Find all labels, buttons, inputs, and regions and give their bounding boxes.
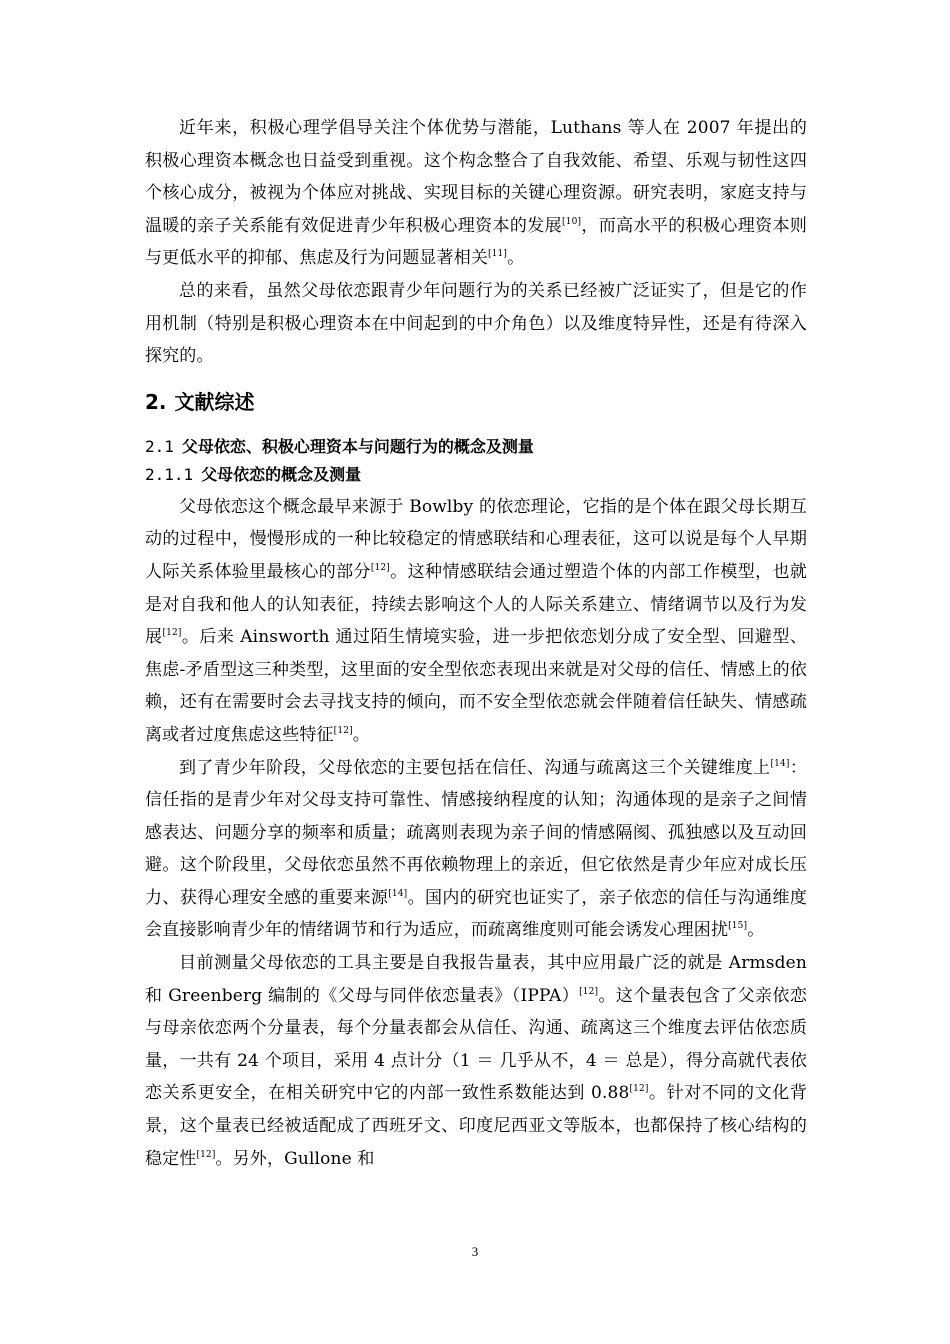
paragraph-text: 。这个量表包含了父亲依恋与母亲依恋两个分量表，每个分量表都会从信任、沟通、疏离这三个维度去评估依恋质量，一共有 24 个项目，采用 4 点计分（1 ＝ 几乎从不，4 ＝ 总是），得分高就代表依恋关系更安全，在相关研究中它的内部一致性系数能达到 0.88 (145, 985, 807, 1104)
section-title: 文献综述 (174, 389, 255, 414)
paragraph-text: 到了青少年阶段，父母依恋的主要包括在信任、沟通与疏离这三个关键维度上 (179, 757, 771, 778)
paragraph-text: 。针对不同的文化背景，这个量表已经被适配成了西班牙文、印度尼西亚文等版本，也都保持了核心结构的稳定性 (145, 1083, 807, 1169)
citation: [12] (629, 1084, 649, 1095)
intro-paragraphs (145, 112, 807, 373)
subsection-number: 2.1 (145, 436, 174, 456)
citation: [12] (333, 725, 353, 736)
paragraph-text: 。 (747, 920, 765, 941)
page-number: 3 (471, 1244, 479, 1259)
paragraph-text: 近年来，积极心理学倡导关注个体优势与潜能，Luthans 等人在 2007 年提出的积极心理资本概念也日益受到重视。这个构念整合了自我效能、希望、乐观与韧性这四个核心成分，被视为个体应对挑战、实现目标的关键心理资源。研究表明，家庭支持与温暖的亲子关系能有效促进青少年积极心理资本的发展 (145, 118, 807, 236)
citation: [10] (562, 216, 582, 227)
citation: [14] (388, 888, 408, 899)
section-heading (145, 387, 807, 417)
paragraph-text: 。国内的研究也证实了，亲子依恋的信任与沟通维度会直接影响青少年的情绪调节和行为适应，而疏离维度则可能会诱发心理困扰 (145, 887, 807, 941)
paragraph-text: 目前测量父母依恋的工具主要是自我报告量表，其中应用最广泛的就是 Armsden 和 Greenberg 编制的《父母与同伴依恋量表》（IPPA） (145, 953, 807, 1006)
citation: [15] (728, 921, 748, 932)
page-content (145, 112, 807, 1175)
paragraph-text: 。后来 Ainsworth 通过陌生情境实验，进一步把依恋划分成了安全型、回避型、焦虑-矛盾型这三种类型，这里面的安全型依恋表现出来就是对父母的信任、情感上的依赖，还有在需要时会去寻找支持的倾向，而不安全型依恋就会伴随着信任缺失、情感疏离或者过度焦虑这些特征 (145, 627, 807, 745)
body-paragraph (145, 491, 807, 752)
body-paragraph (145, 752, 807, 948)
subsubsection-heading (145, 461, 807, 489)
paragraph-text: 。 (507, 248, 525, 269)
subsubsection-number: 2.1.1 (145, 464, 194, 484)
paragraph-text: ，而高水平的积极心理资本则与更低水平的抑郁、焦虑及行为问题显著相关 (145, 215, 807, 269)
citation: [11] (488, 249, 508, 260)
citation: [14] (770, 758, 790, 769)
subsection-title: 父母依恋、积极心理资本与问题行为的概念及测量 (181, 436, 534, 456)
body-paragraph (145, 947, 807, 1175)
paragraph-text: 。另外，Gullone 和 (215, 1148, 375, 1169)
body-paragraph (145, 275, 807, 373)
citation: [12] (370, 562, 390, 573)
paragraph-text: 。这种情感联结会通过塑造个体的内部工作模型，也就是对自我和他人的认知表征，持续去影响这个人的人际关系建立、情绪调节以及行为发展 (145, 561, 807, 648)
citation: [12] (162, 628, 182, 639)
citation: [12] (579, 986, 599, 997)
citation: [12] (196, 1149, 216, 1160)
subsubsection-title: 父母依恋的概念及测量 (201, 464, 362, 484)
section-number: 2. (145, 389, 167, 414)
body-paragraph (145, 112, 807, 275)
paragraph-text: 父母依恋这个概念最早来源于 Bowlby 的依恋理论，它指的是个体在跟父母长期互动的过程中，慢慢形成的一种比较稳定的情感联结和心理表征，这可以说是每个人早期人际关系体验里最核心的部分 (145, 496, 807, 582)
paragraph-text: 总的来看，虽然父母依恋跟青少年问题行为的关系已经被广泛证实了，但是它的作用机制（特别是积极心理资本在中间起到的中介角色）以及维度特异性，还是有待深入探究的。 (145, 280, 807, 367)
subsection-heading (145, 433, 807, 461)
paragraph-text: ：信任指的是青少年对父母支持可靠性、情感接纳程度的认知；沟通体现的是亲子之间情感表达、问题分享的频率和质量；疏离则表现为亲子间的情感隔阂、孤独感以及互动回避。这个阶段里，父母依恋虽然不再依赖物理上的亲近，但它依然是青少年应对成长压力、获得心理安全感的重要来源 (145, 757, 807, 908)
paragraph-text: 。 (352, 724, 370, 745)
main-paragraphs (145, 491, 807, 1175)
